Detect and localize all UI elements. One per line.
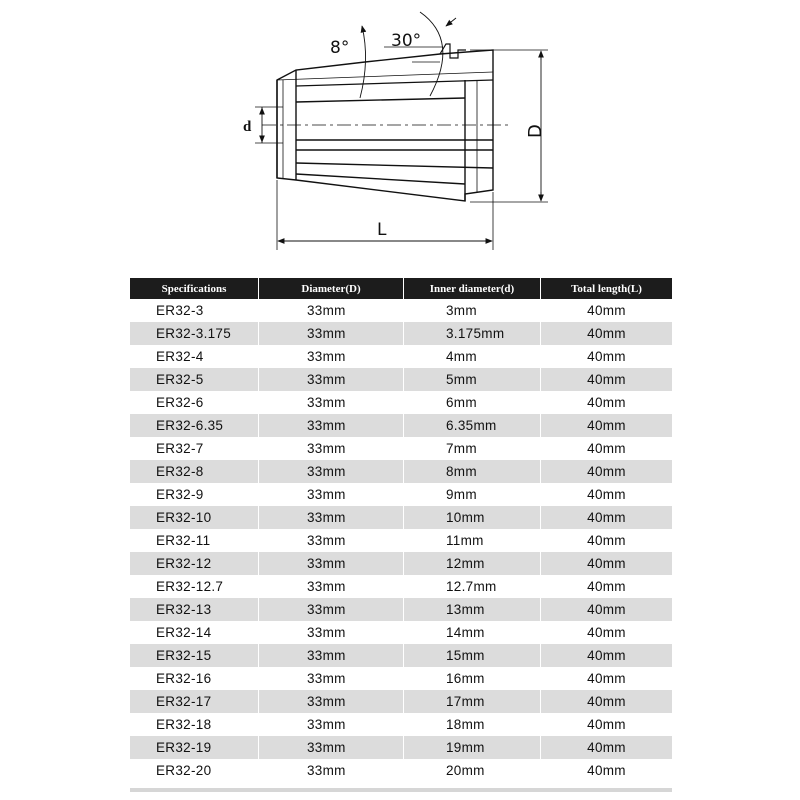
- table-row: [130, 414, 672, 437]
- cell-spec: ER32-18: [130, 713, 258, 736]
- cell-length: 40mm: [540, 667, 672, 690]
- cell-spec: ER32-12.7: [130, 575, 258, 598]
- cell-length: 40mm: [540, 437, 672, 460]
- cell-spec: ER32-17: [130, 690, 258, 713]
- table-row: [130, 598, 672, 621]
- cell-length: 40mm: [540, 690, 672, 713]
- cell-inner-diameter: 17mm: [403, 690, 540, 713]
- cell-diameter: 33mm: [258, 368, 403, 391]
- cell-inner-diameter: 14mm: [403, 621, 540, 644]
- table-row: [130, 368, 672, 391]
- cell-spec: ER32-6.35: [130, 414, 258, 437]
- cell-spec: ER32-5: [130, 368, 258, 391]
- cell-spec: ER32-9: [130, 483, 258, 506]
- cell-length: 40mm: [540, 621, 672, 644]
- inner-diameter-label: d: [243, 119, 252, 135]
- table-row: [130, 575, 672, 598]
- cell-diameter: 33mm: [258, 667, 403, 690]
- cell-length: 40mm: [540, 368, 672, 391]
- header-length: Total length(L): [540, 278, 672, 299]
- cell-inner-diameter: 13mm: [403, 598, 540, 621]
- cell-length: 40mm: [540, 598, 672, 621]
- cell-inner-diameter: 5mm: [403, 368, 540, 391]
- cell-diameter: 33mm: [258, 322, 403, 345]
- cell-spec: ER32-10: [130, 506, 258, 529]
- cell-length: 40mm: [540, 414, 672, 437]
- cell-spec: ER32-15: [130, 644, 258, 667]
- angle-small-label: 8°: [330, 38, 350, 58]
- cell-inner-diameter: 18mm: [403, 713, 540, 736]
- cell-length: 40mm: [540, 322, 672, 345]
- table-row: [130, 759, 672, 782]
- cell-spec: ER32-4: [130, 345, 258, 368]
- cell-length: 40mm: [540, 759, 672, 782]
- table-row: [130, 391, 672, 414]
- cell-inner-diameter: 12mm: [403, 552, 540, 575]
- cell-diameter: 33mm: [258, 713, 403, 736]
- outer-diameter-label: D: [525, 124, 546, 138]
- table-row: [130, 483, 672, 506]
- cell-inner-diameter: 7mm: [403, 437, 540, 460]
- cell-inner-diameter: 3mm: [403, 299, 540, 322]
- cell-inner-diameter: 9mm: [403, 483, 540, 506]
- cell-inner-diameter: 12.7mm: [403, 575, 540, 598]
- table-row: [130, 299, 672, 322]
- cell-diameter: 33mm: [258, 299, 403, 322]
- table-row: [130, 736, 672, 759]
- table-row: [130, 322, 672, 345]
- cell-diameter: 33mm: [258, 414, 403, 437]
- cell-inner-diameter: 4mm: [403, 345, 540, 368]
- cell-spec: ER32-13: [130, 598, 258, 621]
- cell-spec: ER32-12: [130, 552, 258, 575]
- collet-body-outline: [277, 50, 493, 201]
- cell-diameter: 33mm: [258, 736, 403, 759]
- cell-length: 40mm: [540, 483, 672, 506]
- table-row: [130, 667, 672, 690]
- cell-length: 40mm: [540, 575, 672, 598]
- cell-spec: ER32-14: [130, 621, 258, 644]
- header-inner-diameter: Inner diameter(d): [403, 278, 540, 299]
- cell-inner-diameter: 3.175mm: [403, 322, 540, 345]
- cell-diameter: 33mm: [258, 759, 403, 782]
- cell-diameter: 33mm: [258, 437, 403, 460]
- cell-diameter: 33mm: [258, 391, 403, 414]
- cell-spec: ER32-8: [130, 460, 258, 483]
- header-diameter: Diameter(D): [258, 278, 403, 299]
- cell-spec: ER32-19: [130, 736, 258, 759]
- cell-spec: ER32-3: [130, 299, 258, 322]
- cell-length: 40mm: [540, 506, 672, 529]
- cell-length: 40mm: [540, 552, 672, 575]
- cell-inner-diameter: 11mm: [403, 529, 540, 552]
- cell-diameter: 33mm: [258, 644, 403, 667]
- table-header-row: [130, 278, 672, 299]
- cell-diameter: 33mm: [258, 460, 403, 483]
- cell-diameter: 33mm: [258, 506, 403, 529]
- cell-spec: ER32-16: [130, 667, 258, 690]
- table-row: [130, 644, 672, 667]
- angle-large-label: 30°: [391, 31, 422, 51]
- cell-spec: ER32-7: [130, 437, 258, 460]
- cell-diameter: 33mm: [258, 529, 403, 552]
- table-row: [130, 690, 672, 713]
- cell-length: 40mm: [540, 529, 672, 552]
- cell-inner-diameter: 19mm: [403, 736, 540, 759]
- cell-length: 40mm: [540, 736, 672, 759]
- cell-length: 40mm: [540, 391, 672, 414]
- table-row: [130, 506, 672, 529]
- cell-inner-diameter: 8mm: [403, 460, 540, 483]
- cell-diameter: 33mm: [258, 345, 403, 368]
- cell-length: 40mm: [540, 713, 672, 736]
- cell-inner-diameter: 10mm: [403, 506, 540, 529]
- cell-length: 40mm: [540, 644, 672, 667]
- cell-inner-diameter: 6mm: [403, 391, 540, 414]
- cell-diameter: 33mm: [258, 690, 403, 713]
- table-row: [130, 345, 672, 368]
- cell-diameter: 33mm: [258, 552, 403, 575]
- table-row: [130, 621, 672, 644]
- table-row: [130, 552, 672, 575]
- cell-inner-diameter: 20mm: [403, 759, 540, 782]
- cell-length: 40mm: [540, 460, 672, 483]
- table-row: [130, 529, 672, 552]
- table-bottom-bar: [130, 788, 672, 792]
- cell-diameter: 33mm: [258, 598, 403, 621]
- table-row: [130, 437, 672, 460]
- cell-spec: ER32-3.175: [130, 322, 258, 345]
- cell-inner-diameter: 15mm: [403, 644, 540, 667]
- cell-spec: ER32-11: [130, 529, 258, 552]
- cell-length: 40mm: [540, 299, 672, 322]
- table-row: [130, 460, 672, 483]
- cell-inner-diameter: 16mm: [403, 667, 540, 690]
- cell-diameter: 33mm: [258, 483, 403, 506]
- cell-spec: ER32-20: [130, 759, 258, 782]
- cell-spec: ER32-6: [130, 391, 258, 414]
- cell-diameter: 33mm: [258, 621, 403, 644]
- cell-diameter: 33mm: [258, 575, 403, 598]
- cell-length: 40mm: [540, 345, 672, 368]
- cell-inner-diameter: 6.35mm: [403, 414, 540, 437]
- collet-technical-drawing: [0, 0, 800, 270]
- spec-table: [130, 278, 672, 782]
- table-row: [130, 713, 672, 736]
- length-label: L: [377, 220, 387, 240]
- header-spec: Specifications: [130, 278, 258, 299]
